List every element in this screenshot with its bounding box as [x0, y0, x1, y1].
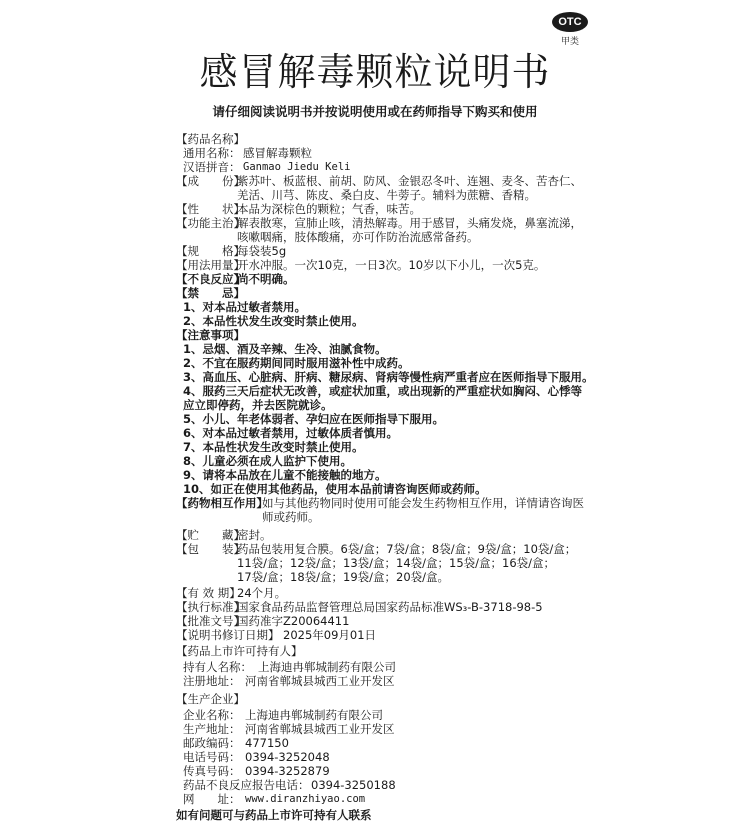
page-title: 感冒解毒颗粒说明书 — [199, 50, 551, 94]
validity-label: 【有 效 期】 — [176, 586, 241, 600]
precaution-item: 8、儿童必须在成人监护下使用。 — [183, 454, 352, 468]
composition-label: 【成 份】 — [176, 174, 245, 188]
interactions-line: 师或药师。 — [262, 510, 320, 524]
precaution-item: 2、不宜在服药期间同时服用滋补性中成药。 — [183, 356, 410, 370]
interactions-line: 如与其他药物同时使用可能会发生药物相互作用，详情请咨询医 — [262, 496, 584, 510]
precaution-item: 7、本品性状发生改变时禁止使用。 — [183, 440, 364, 454]
manufacturer-label: 【生产企业】 — [176, 692, 245, 706]
generic-name-value: 感冒解毒颗粒 — [243, 146, 312, 160]
validity-value: 24个月。 — [237, 586, 287, 600]
indications-line: 咳嗽咽痛，肢体酸痛，亦可作防治流感常备药。 — [237, 230, 479, 244]
standard-value: 国家食品药品监督管理总局国家药品标准WS₃-B-3718-98-5 — [237, 600, 543, 614]
footer-text: 如有问题可与药品上市许可持有人联系 — [176, 808, 372, 822]
character-label: 【性 状】 — [176, 202, 245, 216]
precaution-item: 1、忌烟、酒及辛辣、生冷、油腻食物。 — [183, 342, 387, 356]
pinyin-value: Ganmao Jiedu Keli — [243, 161, 351, 173]
precaution-item: 应立即停药，并去医院就诊。 — [183, 398, 333, 412]
composition-line: 羌活、川芎、陈皮、桑白皮、牛蒡子。辅料为蔗糖、香精。 — [237, 188, 536, 202]
precaution-item: 4、服药三天后症状无改善，或症状加重，或出现新的严重症状如胸闷、心悸等 — [183, 384, 582, 398]
approval-value: 国药准字Z20064411 — [237, 614, 350, 628]
phone-label: 电话号码： — [183, 750, 241, 764]
contraindication-item: 2、本品性状发生改变时禁止使用。 — [183, 314, 364, 328]
storage-value: 密封。 — [237, 528, 272, 542]
manufacturer-address-label: 生产地址： — [183, 722, 241, 736]
fax-label: 传真号码： — [183, 764, 241, 778]
character-value: 本品为深棕色的颗粒；气香，味苦。 — [237, 202, 421, 216]
manufacturer-name-label: 企业名称： — [183, 708, 241, 722]
precautions-label: 【注意事项】 — [176, 328, 245, 342]
package-line: 17袋/盒；18袋/盒；19袋/盒；20袋/盒。 — [237, 570, 450, 584]
website-value: www.diranzhiyao.com — [245, 793, 366, 805]
interactions-label: 【药物相互作用】 — [176, 496, 268, 510]
spec-label: 【规 格】 — [176, 244, 245, 258]
mah-address-value: 河南省郸城县城西工业开发区 — [245, 674, 395, 688]
phone-value: 0394-3252048 — [245, 750, 330, 764]
website-label: 网 址： — [183, 792, 241, 806]
mah-address-label: 注册地址： — [183, 674, 241, 688]
approval-label: 【批准文号】 — [176, 614, 245, 628]
mah-label: 【药品上市许可持有人】 — [176, 644, 303, 658]
usage-value: 开水冲服。一次10克，一日3次。10岁以下小儿，一次5克。 — [237, 258, 546, 272]
mah-holder-value: 上海迪冉郸城制药有限公司 — [258, 660, 396, 674]
contraindications-label: 【禁 忌】 — [176, 286, 245, 300]
mah-holder-label: 持有人名称： — [183, 660, 252, 674]
page-subtitle: 请仔细阅读说明书并按说明使用或在药师指导下购买和使用 — [212, 104, 538, 119]
indications-line: 解表散寒，宣肺止咳，清热解毒。用于感冒，头痛发烧，鼻塞流涕， — [237, 216, 582, 230]
postcode-label: 邮政编码： — [183, 736, 241, 750]
otc-badge — [552, 12, 588, 52]
manufacturer-name-value: 上海迪冉郸城制药有限公司 — [245, 708, 383, 722]
pinyin-label: 汉语拼音： — [183, 160, 241, 174]
adverse-label: 【不良反应】 — [176, 272, 245, 286]
adr-phone-value: 0394-3250188 — [311, 778, 396, 792]
storage-label: 【贮 藏】 — [176, 528, 245, 542]
precaution-item: 5、小儿、年老体弱者、孕妇应在医师指导下服用。 — [183, 412, 444, 426]
precaution-item: 9、请将本品放在儿童不能接触的地方。 — [183, 468, 387, 482]
indications-label: 【功能主治】 — [176, 216, 245, 230]
fax-value: 0394-3252879 — [245, 764, 330, 778]
drug-name-label: 【药品名称】 — [176, 132, 245, 146]
precaution-item: 10、如正在使用其他药品，使用本品前请咨询医师或药师。 — [183, 482, 487, 496]
otc-logo: OTC — [552, 12, 588, 32]
precaution-item: 3、高血压、心脏病、肝病、糖尿病、肾病等慢性病严重者应在医师指导下服用。 — [183, 370, 594, 384]
usage-label: 【用法用量】 — [176, 258, 245, 272]
precaution-item: 6、对本品过敏者禁用，过敏体质者慎用。 — [183, 426, 398, 440]
spec-value: 每袋装5g — [237, 244, 287, 258]
revision-value: 2025年09月01日 — [283, 628, 377, 642]
manufacturer-address-value: 河南省郸城县城西工业开发区 — [245, 722, 395, 736]
adverse-value: 尚不明确。 — [237, 272, 295, 286]
standard-label: 【执行标准】 — [176, 600, 245, 614]
package-line: 药品包装用复合膜。6袋/盒；7袋/盒；8袋/盒；9袋/盒；10袋/盒； — [237, 542, 577, 556]
adr-phone-label: 药品不良反应报告电话： — [183, 778, 310, 792]
composition-line: 紫苏叶、板蓝根、前胡、防风、金银忍冬叶、连翘、麦冬、苦杏仁、 — [237, 174, 582, 188]
generic-name-label: 通用名称： — [183, 146, 241, 160]
postcode-value: 477150 — [245, 736, 289, 750]
package-label: 【包 装】 — [176, 542, 245, 556]
package-line: 11袋/盒；12袋/盒；13袋/盒；14袋/盒；15袋/盒；16袋/盒； — [237, 556, 556, 570]
contraindication-item: 1、对本品过敏者禁用。 — [183, 300, 307, 314]
revision-label: 【说明书修订日期】 — [176, 628, 280, 642]
otc-category: 甲类 — [560, 37, 579, 47]
